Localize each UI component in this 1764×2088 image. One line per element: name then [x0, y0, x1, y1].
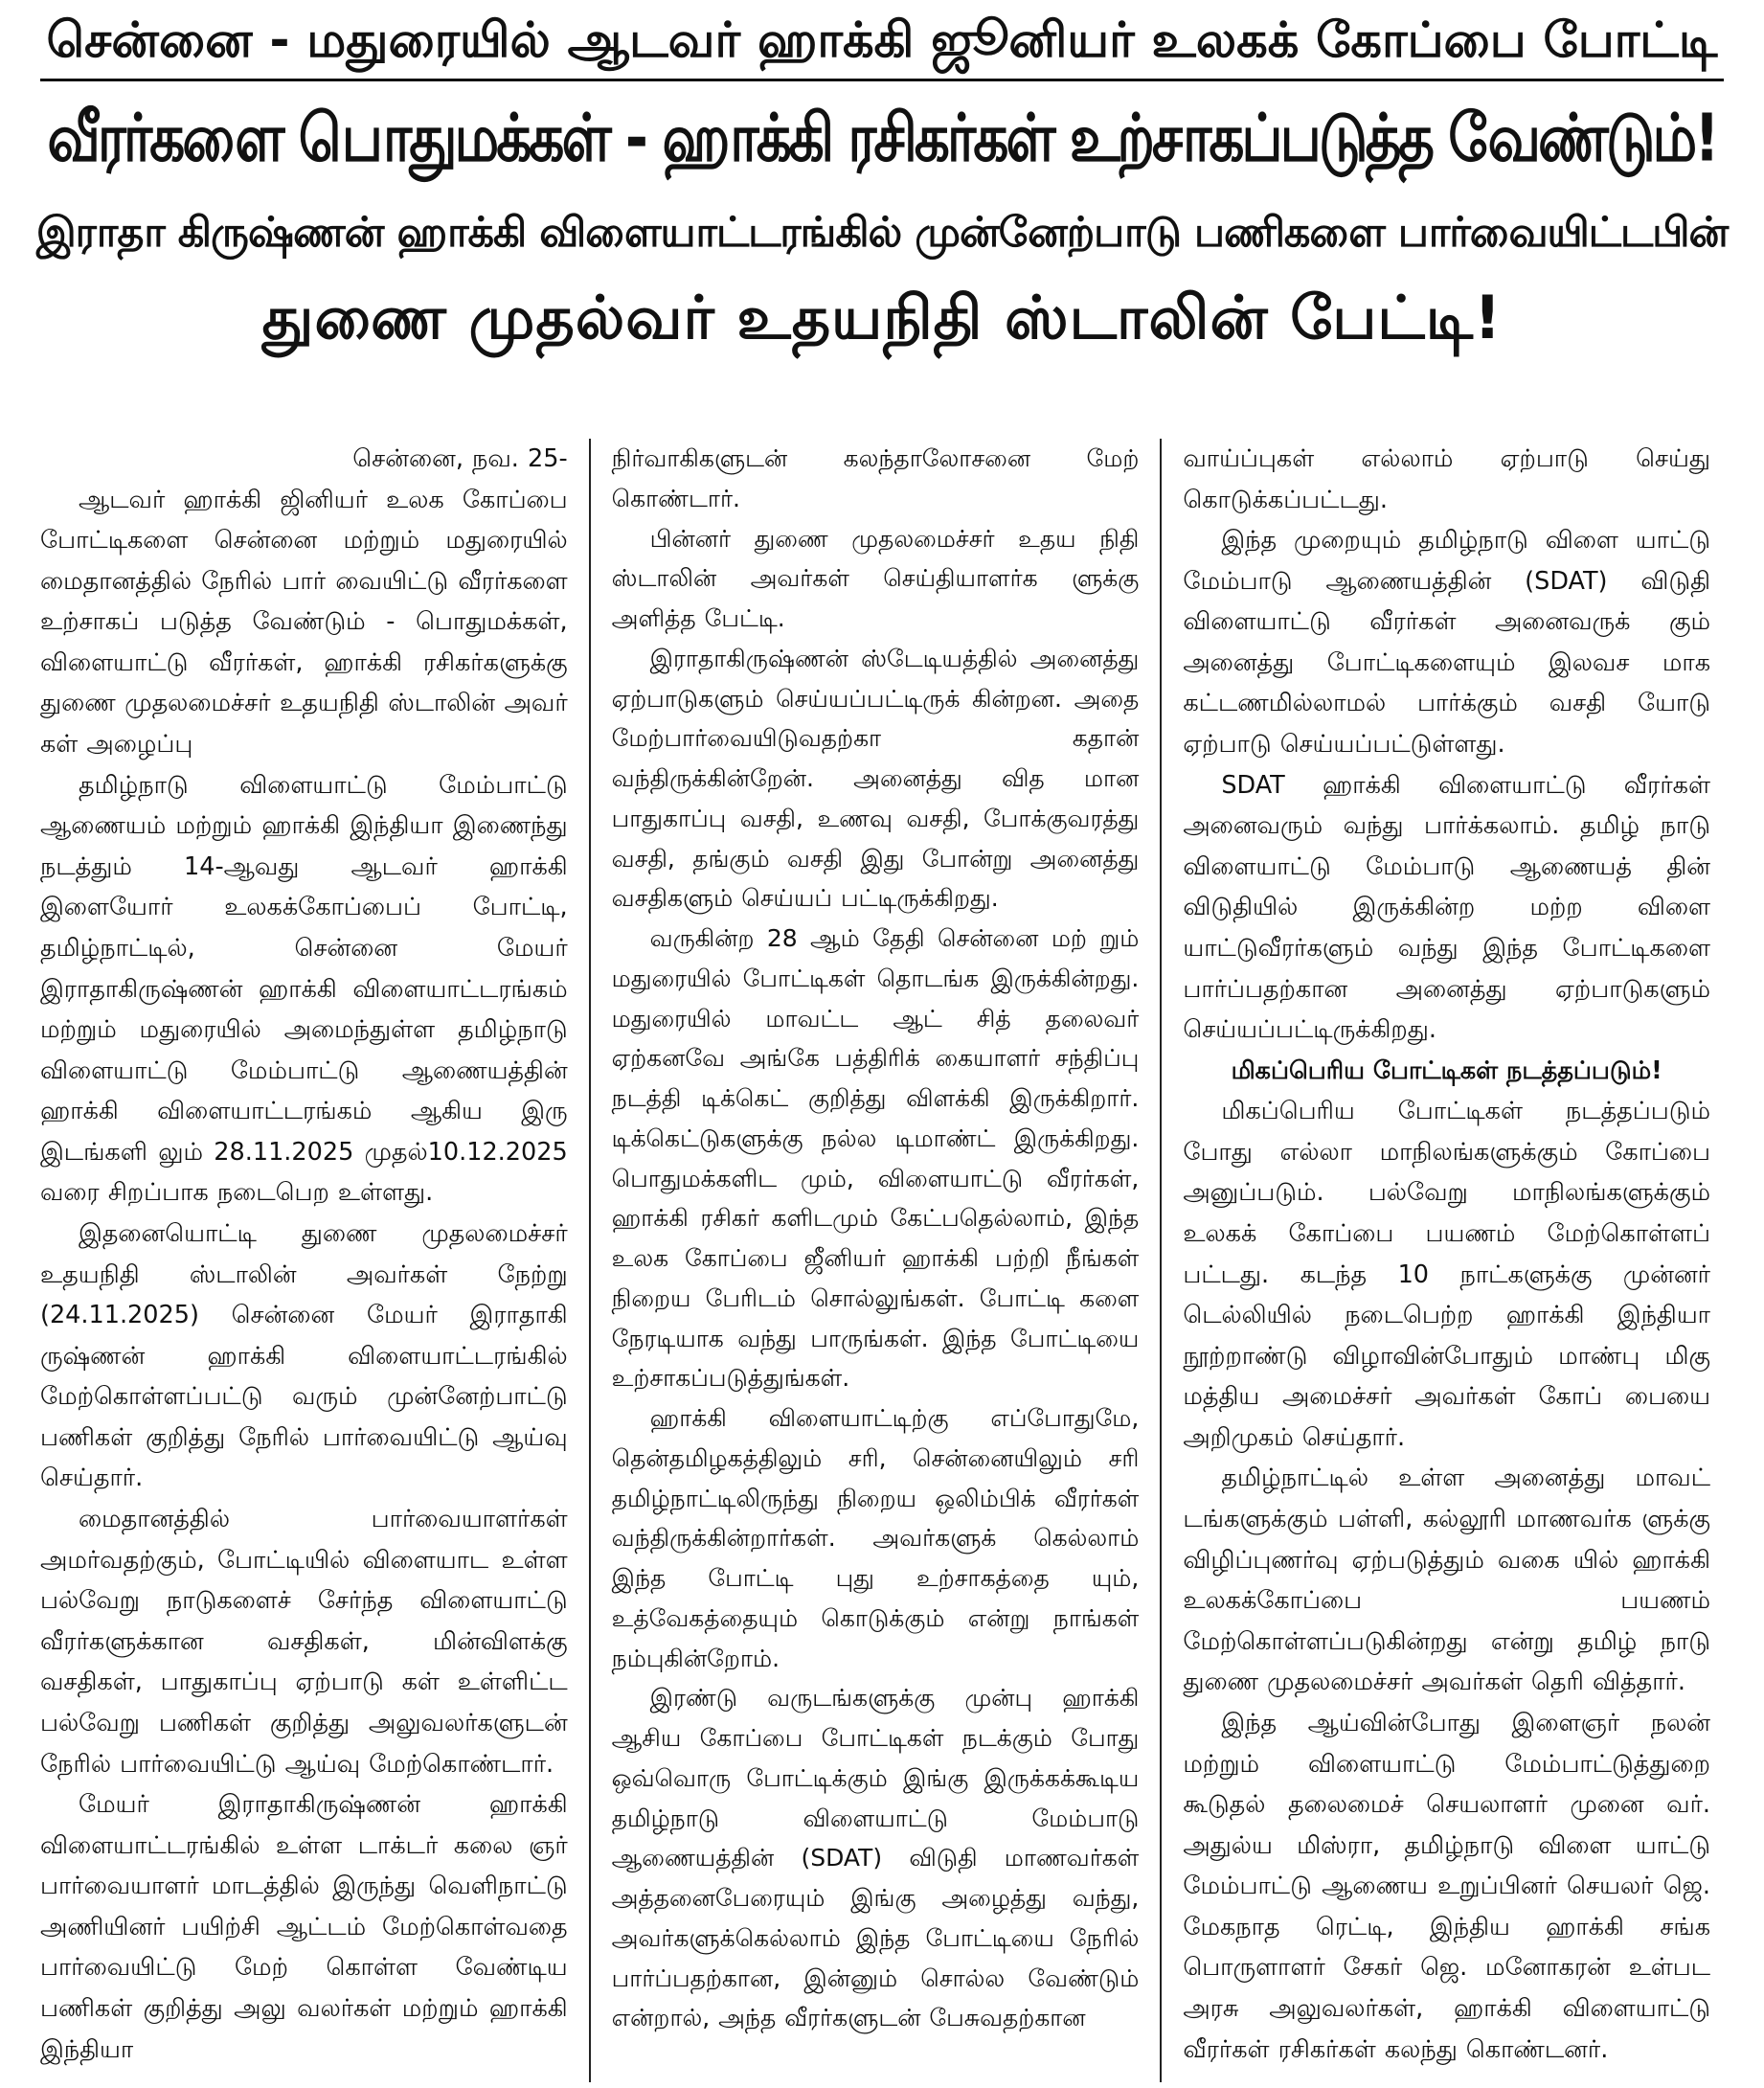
- paragraph: SDAT ஹாக்கி விளையாட்டு வீரர்கள் அனைவரும் வந்து பார்க்கலாம். தமிழ் நாடு விளையாட்டு மேம்பாடு ஆணையத் தின் விடுதியில் இருக்கின்ற மற்ற விளை யாட்டுவீரர்களும் வந்து இந்த போட்டிகளை பார்ப்பதற்கான அனைத்து ஏற்பாடுகளும் செய்யப்பட்டிருக்கிறது.: [1183, 770, 1711, 1045]
- paragraph: இந்த முறையும் தமிழ்நாடு விளை யாட்டு மேம்பாடு ஆணையத்தின் (SDAT) விடுதி விளையாட்டு வீரர்கள் அனைவருக் கும் அனைத்து போட்டிகளையும் இலவச மாக கட்டணமில்லாமல் பார்க்கும் வசதி யோடு ஏற்பாடு செய்யப்பட்டுள்ளது.: [1183, 526, 1711, 760]
- paragraph: இதனையொட்டி துணை முதலமைச்சர் உதயநிதி ஸ்டாலின் அவர்கள் நேற்று (24.11.2025) சென்னை மேயர் இராதாகி ருஷ்ணன் ஹாக்கி விளையாட்டரங்கில் மேற்கொள்ளப்பட்டு வரும் முன்னேற்பாட்டு பணிகள் குறித்து நேரில் பார்வையிட்டு ஆய்வு செய்தார்.: [40, 1218, 568, 1493]
- newspaper-clipping: [0, 6, 1764, 2088]
- paragraph: மேயர் இராதாகிருஷ்ணன் ஹாக்கி விளையாட்டரங்கில் உள்ள டாக்டர் கலை ஞர் பார்வையாளர் மாடத்தில் இருந்து வெளிநாட்டு அணியினர் பயிற்சி ஆட்டம் மேற்கொள்வதை பார்வையிட்டு மேற் கொள்ள வேண்டிய பணிகள் குறித்து அலு வலர்கள் மற்றும் ஹாக்கி இந்தியா: [40, 1790, 568, 2064]
- article-body: [33, 439, 1731, 2082]
- column-subheading: மிகப்பெரிய போட்டிகள் நடத்தப்படும்!: [1231, 1055, 1662, 1085]
- column-2: [589, 439, 1161, 2082]
- paragraph: ஆடவர் ஹாக்கி ஜினியர் உலக கோப்பை போட்டிகளை சென்னை மற்றும் மதுரையில் மைதானத்தில் நேரில் பார் வையிட்டு வீரர்களை உற்சாகப் படுத்த வேண்டும் - பொதுமக்கள், விளையாட்டு வீரர்கள், ஹாக்கி ரசிகர்களுக்கு துணை முதலமைச்சர் உதயநிதி ஸ்டாலின் அவர் கள் அழைப்பு: [40, 485, 568, 760]
- dateline: சென்னை, நவ. 25-: [352, 444, 568, 473]
- kicker-headline: சென்னை - மதுரையில் ஆடவர் ஹாக்கி ஜூனியர் உலகக் கோப்பை போட்டி: [46, 12, 1718, 69]
- paragraph: இராதாகிருஷ்ணன் ஸ்டேடியத்தில் அனைத்து ஏற்பாடுகளும் செய்யப்பட்டிருக் கின்றன. அதை மேற்பார்வையிடுவதற்கா கதான் வந்திருக்கின்றேன். அனைத்து வித மான பாதுகாப்பு வசதி, உணவு வசதி, போக்குவரத்து வசதி, தங்கும் வசதி இது போன்று அனைத்து வசதிகளும் செய்யப் பட்டிருக்கிறது.: [611, 644, 1140, 913]
- paragraph: வருகின்ற 28 ஆம் தேதி சென்னை மற் றும் மதுரையில் போட்டிகள் தொடங்க இருக்கின்றது. மதுரையில் மாவட்ட ஆட் சித் தலைவர் ஏற்கனவே அங்கே பத்திரிக் கையாளர் சந்திப்பு நடத்தி டிக்கெட் குறித்து விளக்கி இருக்கிறார். டிக்கெட்டுகளுக்கு நல்ல டிமாண்ட் இருக்கிறது. பொதுமக்களிட மும், விளையாட்டு வீரர்கள், ஹாக்கி ரசிகர் களிடமும் கேட்பதெல்லாம், இந்த உலக கோப்பை ஜீனியர் ஹாக்கி பற்றி நீங்கள் நிறைய பேரிடம் சொல்லுங்கள். போட்டி களை நேரடியாக வந்து பாருங்கள். இந்த போட்டியை உற்சாகப்படுத்துங்கள்.: [611, 924, 1140, 1393]
- paragraph: தமிழ்நாடு விளையாட்டு மேம்பாட்டு ஆணையம் மற்றும் ஹாக்கி இந்தியா இணைந்து நடத்தும் 14-ஆவது ஆடவர் ஹாக்கி இளையோர் உலகக்கோப்பைப் போட்டி, தமிழ்நாட்டில், சென்னை மேயர் இராதாகிருஷ்ணன் ஹாக்கி விளையாட்டரங்கம் மற்றும் மதுரையில் அமைந்துள்ள தமிழ்நாடு விளையாட்டு மேம்பாட்டு ஆணையத்தின் ஹாக்கி விளையாட்டரங்கம் ஆகிய இரு இடங்களி லும் 28.11.2025 முதல்10.12.2025 வரை சிறப்பாக நடைபெற உள்ளது.: [40, 770, 568, 1208]
- paragraph: மைதானத்தில் பார்வையாளர்கள் அமர்வதற்கும், போட்டியில் விளையாட உள்ள பல்வேறு நாடுகளைச் சேர்ந்த விளையாட்டு வீரர்களுக்கான வசதிகள், மின்விளக்கு வசதிகள், பாதுகாப்பு ஏற்பாடு கள் உள்ளிட்ட பல்வேறு பணிகள் குறித்து அலுவலர்களுடன் நேரில் பார்வையிட்டு ஆய்வு மேற்கொண்டார்.: [40, 1505, 568, 1779]
- subheadline: இராதா கிருஷ்ணன் ஹாக்கி விளையாட்டரங்கில் முன்னேற்பாடு பணிகளை பார்வையிட்டபின்: [35, 209, 1729, 257]
- column-1: [33, 439, 589, 2082]
- column-3: [1160, 439, 1731, 2082]
- paragraph: இந்த ஆய்வின்போது இளைஞர் நலன் மற்றும் விளையாட்டு மேம்பாட்டுத்துறை கூடுதல் தலைமைச் செயலாளர் முனை வர். அதுல்ய மிஸ்ரா, தமிழ்நாடு விளை யாட்டு மேம்பாட்டு ஆணைய உறுப்பினர் செயலர் ஜெ. மேகநாத ரெட்டி, இந்திய ஹாக்கி சங்க பொருளாளர் சேகர் ஜெ. மனோகரன் உள்பட அரசு அலுவலர்கள், ஹாக்கி விளையாட்டு வீரர்கள் ரசிகர்கள் கலந்து கொண்டனர்.: [1183, 1708, 1711, 2064]
- paragraph: ஹாக்கி விளையாட்டிற்கு எப்போதுமே, தென்தமிழகத்திலும் சரி, சென்னையிலும் சரி தமிழ்நாட்டிலிருந்து நிறைய ஒலிம்பிக் வீரர்கள் வந்திருக்கின்றார்கள். அவர்களுக் கெல்லாம் இந்த போட்டி புது உற்சாகத்தை யும், உத்வேகத்தையும் கொடுக்கும் என்று நாங்கள் நம்புகின்றோம்.: [611, 1404, 1140, 1672]
- paragraph: பின்னர் துணை முதலமைச்சர் உதய நிதி ஸ்டாலின் அவர்கள் செய்தியாளர்க ளுக்கு அளித்த பேட்டி.: [611, 524, 1140, 632]
- secondary-headline: துணை முதல்வர் உதயநிதி ஸ்டாலின் பேட்டி!: [261, 283, 1503, 352]
- paragraph: நிர்வாகிகளுடன் கலந்தாலோசனை மேற் கொண்டார்.: [611, 444, 1140, 512]
- paragraph: இரண்டு வருடங்களுக்கு முன்பு ஹாக்கி ஆசிய கோப்பை போட்டிகள் நடக்கும் போது ஒவ்வொரு போட்டிக்கும் இங்கு இருக்கக்கூடிய தமிழ்நாடு விளையாட்டு மேம்பாடு ஆணையத்தின் (SDAT) விடுதி மாணவர்கள் அத்தனைபேரையும் இங்கு அழைத்து வந்து, அவர்களுக்கெல்லாம் இந்த போட்டியை நேரில் பார்ப்பதற்கான, இன்னும் சொல்ல வேண்டும் என்றால், அந்த வீரர்களுடன் பேசுவதற்கான: [611, 1684, 1140, 2032]
- paragraph: வாய்ப்புகள் எல்லாம் ஏற்பாடு செய்து கொடுக்கப்பட்டது.: [1183, 444, 1711, 514]
- main-headline: வீரர்களை பொதுமக்கள் - ஹாக்கி ரசிகர்கள் உற்சாகப்படுத்த வேண்டும்!: [47, 99, 1717, 177]
- paragraph: தமிழ்நாட்டில் உள்ள அனைத்து மாவட் டங்களுக்கும் பள்ளி, கல்லூரி மாணவர்க ளுக்கு விழிப்புணர்வு ஏற்படுத்தும் வகை யில் ஹாக்கி உலகக்கோப்பை பயணம் மேற்கொள்ளப்படுகின்றது என்று தமிழ் நாடு துணை முதலமைச்சர் அவர்கள் தெரி வித்தார்.: [1183, 1464, 1711, 1697]
- paragraph: மிகப்பெரிய போட்டிகள் நடத்தப்படும் போது எல்லா மாநிலங்களுக்கும் கோப்பை அனுப்படும். பல்வேறு மாநிலங்களுக்கும் உலகக் கோப்பை பயணம் மேற்கொள்ளப் பட்டது. கடந்த 10 நாட்களுக்கு முன்னர் டெல்லியில் நடைபெற்ற ஹாக்கி இந்தியா நூற்றாண்டு விழாவின்போதும் மாண்பு மிகு மத்திய அமைச்சர் அவர்கள் கோப் பையை அறிமுகம் செய்தார்.: [1183, 1097, 1711, 1452]
